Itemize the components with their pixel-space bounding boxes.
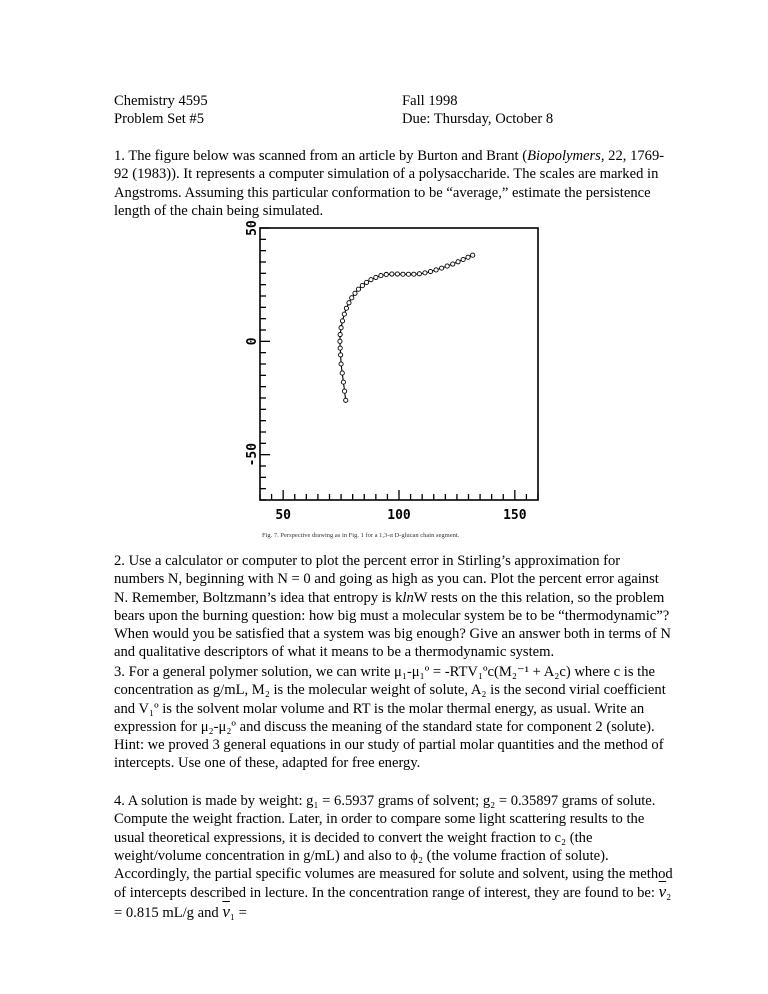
journal-name: Biopolymers	[527, 148, 601, 164]
ln-symbol: ln	[402, 589, 414, 606]
chain-residue-point	[423, 271, 427, 275]
chain-residue-point	[471, 253, 475, 257]
chain-residue-point	[461, 257, 465, 261]
chain-residue-point	[353, 291, 357, 295]
chain-residue-point	[364, 280, 368, 284]
chain-residue-point	[338, 346, 342, 350]
chain-residue-point	[338, 339, 342, 343]
chain-plot	[245, 218, 540, 540]
chain-residue-point	[350, 296, 354, 300]
chain-residue-point	[456, 260, 460, 264]
chain-residue-point	[344, 306, 348, 310]
figure-caption: Fig. 7. Perspective drawing as in Fig. 1 for a 1,3-α D-glucan chain segment.	[262, 532, 460, 539]
chain-residue-point	[379, 274, 383, 278]
y-tick-label: -50	[245, 442, 260, 467]
chain-residue-point	[347, 301, 351, 305]
problem-2-text-a: 2. Use a calculator or computer to plot the percent error in Stirling’s approximation for numbers N, beginning with N = 0 and going as high as you can. Plot the percent error against N. Remember, Boltzmann’s idea that entropy is k	[114, 553, 659, 606]
v1-symbol: $\overline{v}$	[222, 901, 230, 921]
chain-residue-point	[440, 266, 444, 270]
chain-residue-point	[342, 312, 346, 316]
problem-3-text: 3. For a general polymer solution, we can write μ₁-μ₁º = -RTV₁ºc(M₂⁻¹ + A₂c) where c is the concentration as g/mL, M₂ is the molecular weight of solute, A₂ is the second virial coefficient and V₁º is the solvent molar volume and RT is the molar thermal energy, as usual. Write an expression for μ₂-μ₂º and discuss the meaning of the standard state for component 2 (solute). Hint: we proved 3 general equations in our study of partial molar quantities and the method of intercepts. Use one of these, adapted for free energy.	[114, 664, 666, 772]
plot-frame	[260, 228, 538, 500]
chain-residue-point	[390, 272, 394, 276]
chain-residue-point	[341, 380, 345, 384]
course-title: Chemistry 4595	[114, 93, 208, 109]
problem-4	[114, 792, 674, 922]
chain-residue-point	[338, 332, 342, 336]
chain-residue-point	[451, 262, 455, 266]
chain-residue-point	[340, 371, 344, 375]
x-tick-label: 50	[275, 508, 291, 523]
problem-1	[114, 147, 674, 220]
chain-residue-point	[384, 272, 388, 276]
chain-residue-point	[417, 272, 421, 276]
problem-4-text: 4. A solution is made by weight: g₁ = 6.5937 grams of solvent; g₂ = 0.35897 grams of solute. Compute the weight fraction. Later, in order to compare some light scattering results to the usual theoretical expressions, it is decided to convert the weight fraction to c₂ (the weight/volume concentration in g/mL) and also to ϕ₂ (the volume fraction of solute). Accordingly, the partial specific volumes are measured for solute and solvent, using the method of intercepts described in lecture. In the concentration range of interest, they are found to be:	[114, 793, 673, 902]
chain-residue-point	[360, 283, 364, 287]
chain-residue-point	[466, 255, 470, 259]
chain-residue-point	[412, 272, 416, 276]
term-label: Fall 1998	[402, 93, 458, 109]
problem-2-text-b: W rests on the this relation, so the problem bears upon the burning question: how big must a molecular system be to be “thermodynamic”? When would you be satisfied that a system was big enough? Give an answer both in terms of N and qualitative descriptors of what it means to be a thermodynamic system.	[114, 589, 671, 661]
v2-symbol: $\overline{v}$	[658, 882, 667, 902]
problem-set-label: Problem Set #5	[114, 111, 204, 127]
problem-1-text-a: 1. The figure below was scanned from an article by Burton and Brant (	[114, 148, 528, 164]
x-tick-label: 150	[503, 508, 527, 523]
v2-value: ₂ = 0.815 mL/g and	[114, 885, 672, 921]
chain-residue-point	[395, 272, 399, 276]
chain-residue-point	[401, 272, 405, 276]
chain-residue-point	[356, 287, 360, 291]
v1-value: ₁ =	[229, 904, 247, 921]
chain-residue-point	[374, 275, 378, 279]
problem-2	[114, 552, 674, 662]
due-date: Due: Thursday, October 8	[402, 111, 554, 127]
y-tick-label: 0	[245, 337, 260, 346]
polysaccharide-figure	[245, 218, 540, 540]
chain-residue-point	[339, 362, 343, 366]
y-tick-label: 50	[245, 220, 260, 236]
chain-residue-point	[340, 319, 344, 323]
chain-residue-point	[434, 268, 438, 272]
problem-1-text-b: , 22, 1769-92 (1983)). It represents a computer simulation of a polysaccharide. The scales are marked in Angstroms. Assuming this particular conformation to be “average,” estimate the persistence length of the chain being simulated.	[114, 148, 665, 219]
chain-residue-point	[344, 398, 348, 402]
problem-3	[114, 663, 674, 773]
chain-residue-point	[342, 389, 346, 393]
chain-residue-point	[445, 264, 449, 268]
x-tick-label: 100	[387, 508, 411, 523]
chain-residue-point	[339, 353, 343, 357]
chain-residue-point	[339, 326, 343, 330]
chain-residue-point	[428, 269, 432, 273]
chain-trace	[340, 255, 473, 400]
chain-residue-point	[369, 278, 373, 282]
chain-residue-point	[406, 272, 410, 276]
